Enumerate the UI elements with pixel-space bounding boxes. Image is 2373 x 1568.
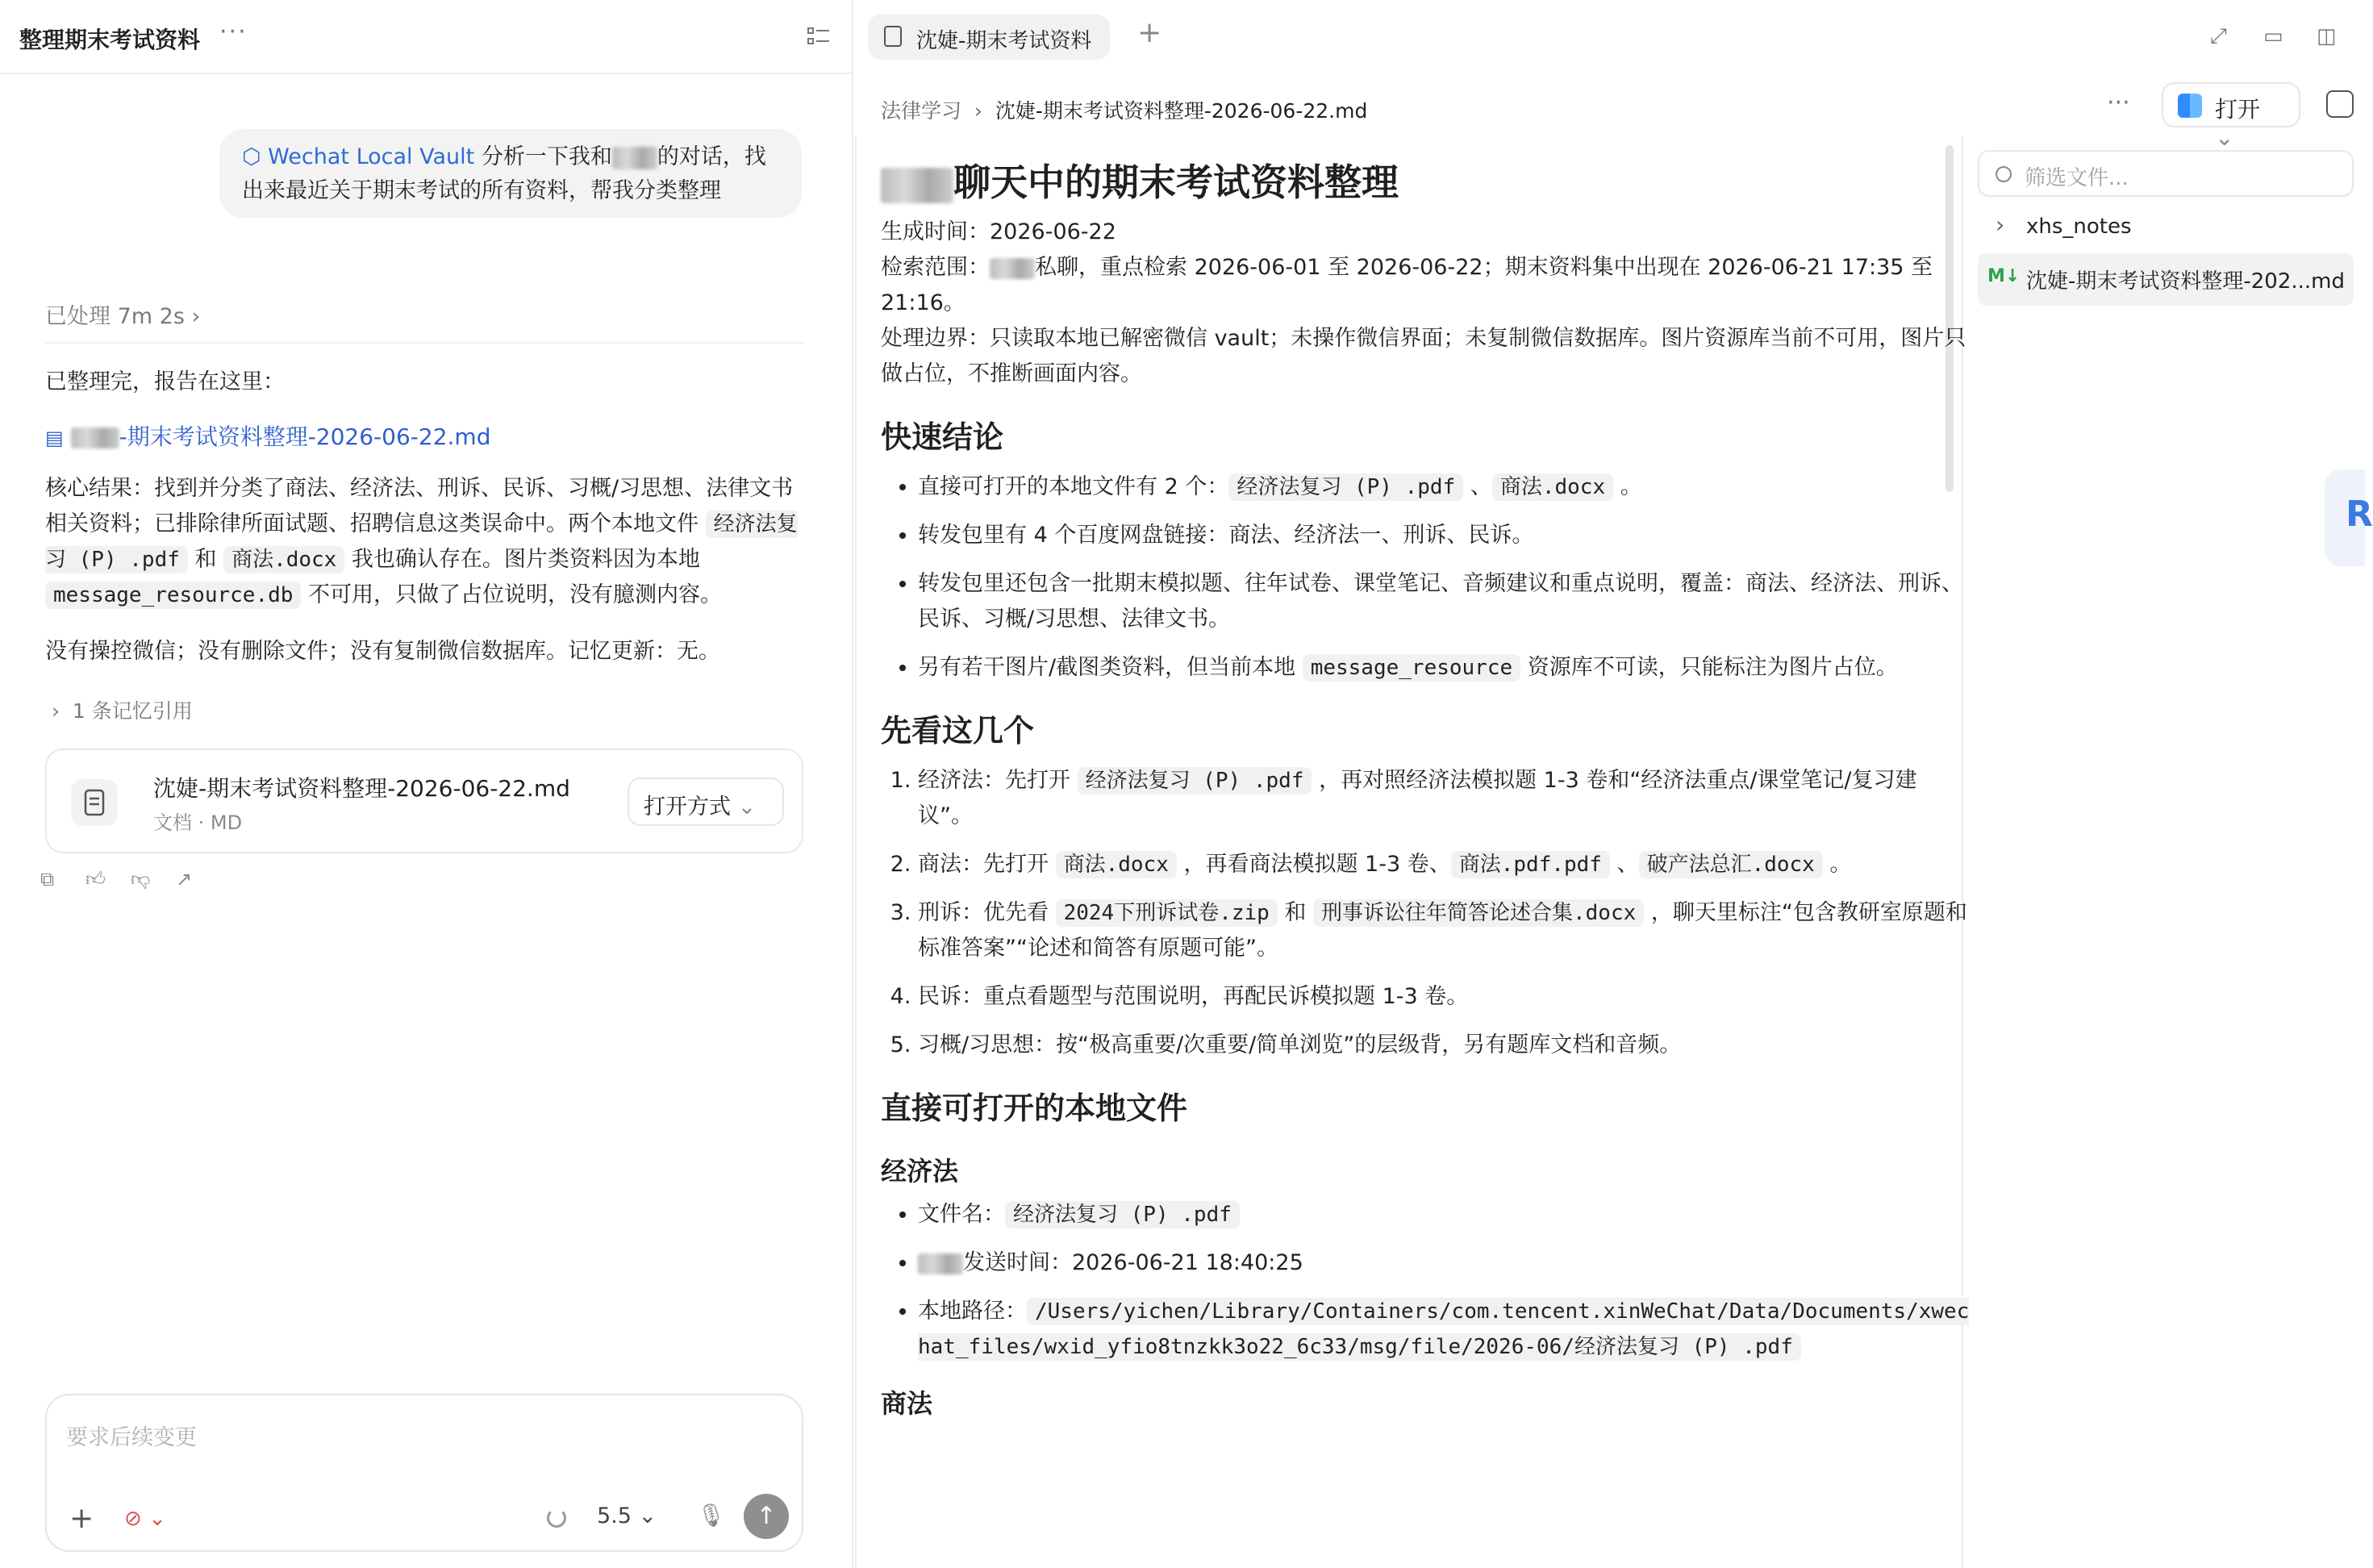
code-file: 2024下刑诉试卷.zip [1056,899,1278,927]
range-text: 私聊，重点检索 2026-06-01 至 2026-06-22；期末资料集中出现在 2026-06-21 17:35 至 21:16。 [881,255,1933,315]
text: 。 [1822,852,1852,877]
loading-spinner-icon [547,1508,566,1528]
file-explorer [1978,150,2354,306]
thumbs-up-icon[interactable]: 👍︎ [85,868,106,890]
list-item: 4. 民诉：重点看题型与范围说明，再配民诉模拟题 1-3 卷。 [918,979,1970,1015]
list-item: 5. 习概/习思想：按“极高重要/次重要/简单浏览”的层级背，另有题库文档和音频。 [918,1028,1970,1063]
list-item [918,763,1970,834]
text: 文件名： [918,1202,1005,1227]
finder-icon [2178,94,2202,118]
econ-list [881,1197,1970,1365]
tab-document[interactable] [868,15,1110,60]
document-pane [855,0,2373,1568]
chevron-right-icon: › [974,99,982,123]
composer[interactable] [45,1394,803,1552]
thumbs-down-icon[interactable]: 👎︎ [131,868,151,890]
redacted-name [918,1253,963,1274]
assistant-peek-icon[interactable]: R [2325,469,2365,566]
code-econ-file: 经济法复习 (P) .pdf [1078,767,1312,794]
breadcrumb [881,95,1367,124]
list-item [918,1294,1970,1365]
core-text-1: 核心结果：找到并分类了商法、经济法、刑诉、民诉、习概/习思想、法律文书相关资料；已排除律所面试题、招聘信息这类误命中。两个本地文件 [45,476,794,536]
chevron-down-icon: ⌄ [638,1503,657,1528]
tree-folder-xhs-notes[interactable] [1978,203,2354,250]
code-econ-file: 经济法复习 (P) .pdf [1228,473,1463,501]
chevron-right-icon: › [191,304,201,329]
code-file: 商法.pdf.pdf [1451,851,1610,878]
message-text-1: 分析一下我和 [474,144,612,169]
chat-pane [0,0,853,1568]
chevron-down-icon: ⌄ [2215,124,2234,151]
search-icon [1996,166,2012,182]
text: ，聊天里标注“包含教研室原题和标准答案”“论述和简答有原题可能”。 [918,900,1967,961]
more-options-icon[interactable]: ··· [2107,89,2130,117]
composer-input[interactable]: 要求后续变更 [66,1425,197,1450]
redacted-name [990,258,1035,279]
text: 直接可打开的本地文件有 2 个： [918,474,1229,499]
search-range [881,250,1970,321]
list-item: • 转发包里有 4 个百度网盘链接：商法、经济法一、刑诉、民诉。 [918,518,1970,553]
report-link[interactable] [45,419,490,452]
code-commerce-file: 商法.docx [1492,473,1613,501]
text: ，再看商法模拟题 1-3 卷、 [1176,852,1451,877]
list-item [918,650,1970,686]
vault-mention[interactable]: Wechat Local Vault [268,144,475,169]
processed-label: 已处理 7m 2s [45,304,185,329]
microphone-icon[interactable]: 🎙︎ [697,1502,726,1528]
code-resource-db: message_resource.db [45,582,301,609]
message-text-2: 的对话，找出来最近关于期末考试的所有资料，帮我分类整理 [242,144,766,203]
code-file: 刑事诉讼往年简答论述合集.docx [1313,899,1644,927]
redacted-name [612,147,657,169]
panel-right-icon[interactable]: ◫ [2317,24,2337,48]
processed-toggle[interactable] [45,298,200,330]
markdown-document [881,139,1970,1568]
list-item [918,469,1970,505]
redacted-name [881,168,953,203]
code-econ-file: 经济法复习 (P) .pdf [45,512,798,572]
divider [855,137,857,1568]
copy-icon[interactable]: ⧉ [40,868,55,890]
heading-commerce: 商法 [881,1388,933,1419]
send-button[interactable]: ↑ [744,1494,789,1539]
text: ，再对照经济法模拟题 1-3 卷和“经济法重点/课堂笔记/复习建议”。 [918,768,1917,828]
open-with-label: 打开方式 [644,794,731,819]
report-link-label: -期末考试资料整理-2026-06-22.md [119,423,491,450]
divider [45,342,803,344]
text: 和 [1277,900,1313,925]
file-card[interactable] [45,749,803,853]
core-text-4: 不可用，只做了占位说明，没有臆测内容。 [301,582,723,607]
open-with-button[interactable] [628,778,784,826]
quick-list [881,469,1970,686]
file-card-title: 沈婕-期末考试资料整理-2026-06-22.md [153,775,570,802]
text: 另有若干图片/截图类资料，但当前本地 [918,655,1303,680]
file-card-subtitle: 文档 · MD [153,811,243,834]
text: 本地路径： [918,1299,1027,1324]
generated-time: 生成时间：2026-06-22 [881,219,1116,244]
list-item [918,1245,1970,1281]
breadcrumb-root[interactable]: 法律学习 [881,99,962,123]
core-text-3: 我也确认存在。图片类资料因为本地 [344,547,700,572]
code-file: 破产法总汇.docx [1639,851,1823,878]
doc-title-text: 聊天中的期末考试资料整理 [953,161,1399,204]
markdown-icon: M↓ [1987,266,2021,286]
list-toggle-icon[interactable] [807,24,831,48]
processing-boundary: 处理边界：只读取本地已解密微信 vault；未操作微信界面；未复制微信数据库。图片资源库当前不可用，图片只做占位，不推断画面内容。 [881,326,1966,386]
chevron-right-icon: › [1996,211,2005,238]
tab-label: 沈婕-期末考试资料 [916,29,1092,53]
text: 。 [1613,474,1642,499]
reply-intro: 已整理完，报告在这里： [45,369,285,394]
message-actions [40,868,197,889]
text: 资源库不可读，只能标注为图片占位。 [1520,655,1898,680]
chevron-down-icon: ⌄ [737,794,757,819]
text: 刑诉：优先看 [918,900,1056,925]
chevron-right-icon: › [52,699,60,723]
filter-placeholder: 筛选文件... [2025,166,2129,190]
open-label: 打开 [2215,96,2261,123]
redacted-name [71,427,119,448]
more-options-icon[interactable]: ··· [219,18,248,46]
memory-reference-label: 1 条记忆引用 [72,699,193,723]
heading-econ: 经济法 [881,1156,959,1186]
list-item: • 转发包里还包含一批期末模拟题、往年试卷、课堂笔记、音频建议和重点说明，覆盖：商法、经济法、刑诉、民诉、习概/习思想、法律文书。 [918,566,1970,637]
doc-icon: ▤ [45,427,64,449]
heading-quick-conclusion: 快速结论 [881,419,1004,455]
memory-reference-toggle[interactable] [52,695,193,724]
tree-label: xhs_notes [2026,215,2132,239]
core-text-2: 和 [187,547,224,572]
permission-warning-icon[interactable]: ⊘ ⌄ [124,1507,166,1531]
panel-bottom-icon[interactable]: ▭ [2263,24,2283,48]
tree-label: 沈婕-期末考试资料整理-202...md [2026,269,2346,294]
note-text: 没有操控微信；没有删除文件；没有复制微信数据库。记忆更新：无。 [45,639,720,664]
code-resource: message_resource [1303,654,1520,682]
text: 商法：先打开 [918,852,1056,877]
heading-look-first: 先看这几个 [881,713,1035,749]
tree-file-report[interactable] [1978,253,2354,306]
list-item [918,895,1970,966]
expand-icon[interactable]: ⤢ [2210,24,2227,48]
model-selector[interactable] [597,1503,657,1528]
open-button[interactable] [2162,82,2300,151]
code-local-path: /Users/yichen/Library/Containers/com.tencent.xinWeChat/Data/Documents/xwechat_files/wxid_yfio8tnzkk3o22_6c33/msg/file/2026-06/经济法复习 (P) .pdf [918,1299,1970,1359]
first-list [881,763,1970,1063]
chevron-down-icon: ⌄ [148,1507,166,1531]
copy-path-icon[interactable] [2326,90,2354,118]
core-result [45,471,811,613]
list-item [918,1197,1970,1232]
list-item [918,847,1970,882]
filter-input[interactable] [1978,150,2354,197]
text: 、 [1463,474,1492,499]
code-commerce-file: 商法.docx [223,546,344,573]
text: 发送时间：2026-06-21 18:40:25 [963,1250,1303,1275]
chat-header [0,0,853,74]
file-icon [884,26,902,47]
user-message-bubble [219,129,802,218]
tab-bar [855,0,2365,74]
vault-icon: ⬡ [242,144,261,169]
breadcrumb-file: 沈婕-期末考试资料整理-2026-06-22.md [995,99,1368,123]
add-icon[interactable]: + [69,1502,94,1535]
heading-local-files: 直接可打开的本地文件 [881,1091,1188,1126]
chat-title: 整理期末考试资料 [19,27,201,53]
code-file: 商法.docx [1056,851,1177,878]
document-icon [71,779,118,826]
new-tab-icon[interactable]: + [1137,16,1162,49]
text: 、 [1609,852,1639,877]
range-label: 检索范围： [881,255,990,280]
share-icon[interactable]: ↗ [176,868,193,890]
doc-title [881,150,1970,215]
code-econ-file: 经济法复习 (P) .pdf [1005,1201,1240,1228]
model-label: 5.5 [597,1503,632,1528]
text: 经济法：先打开 [918,768,1078,793]
